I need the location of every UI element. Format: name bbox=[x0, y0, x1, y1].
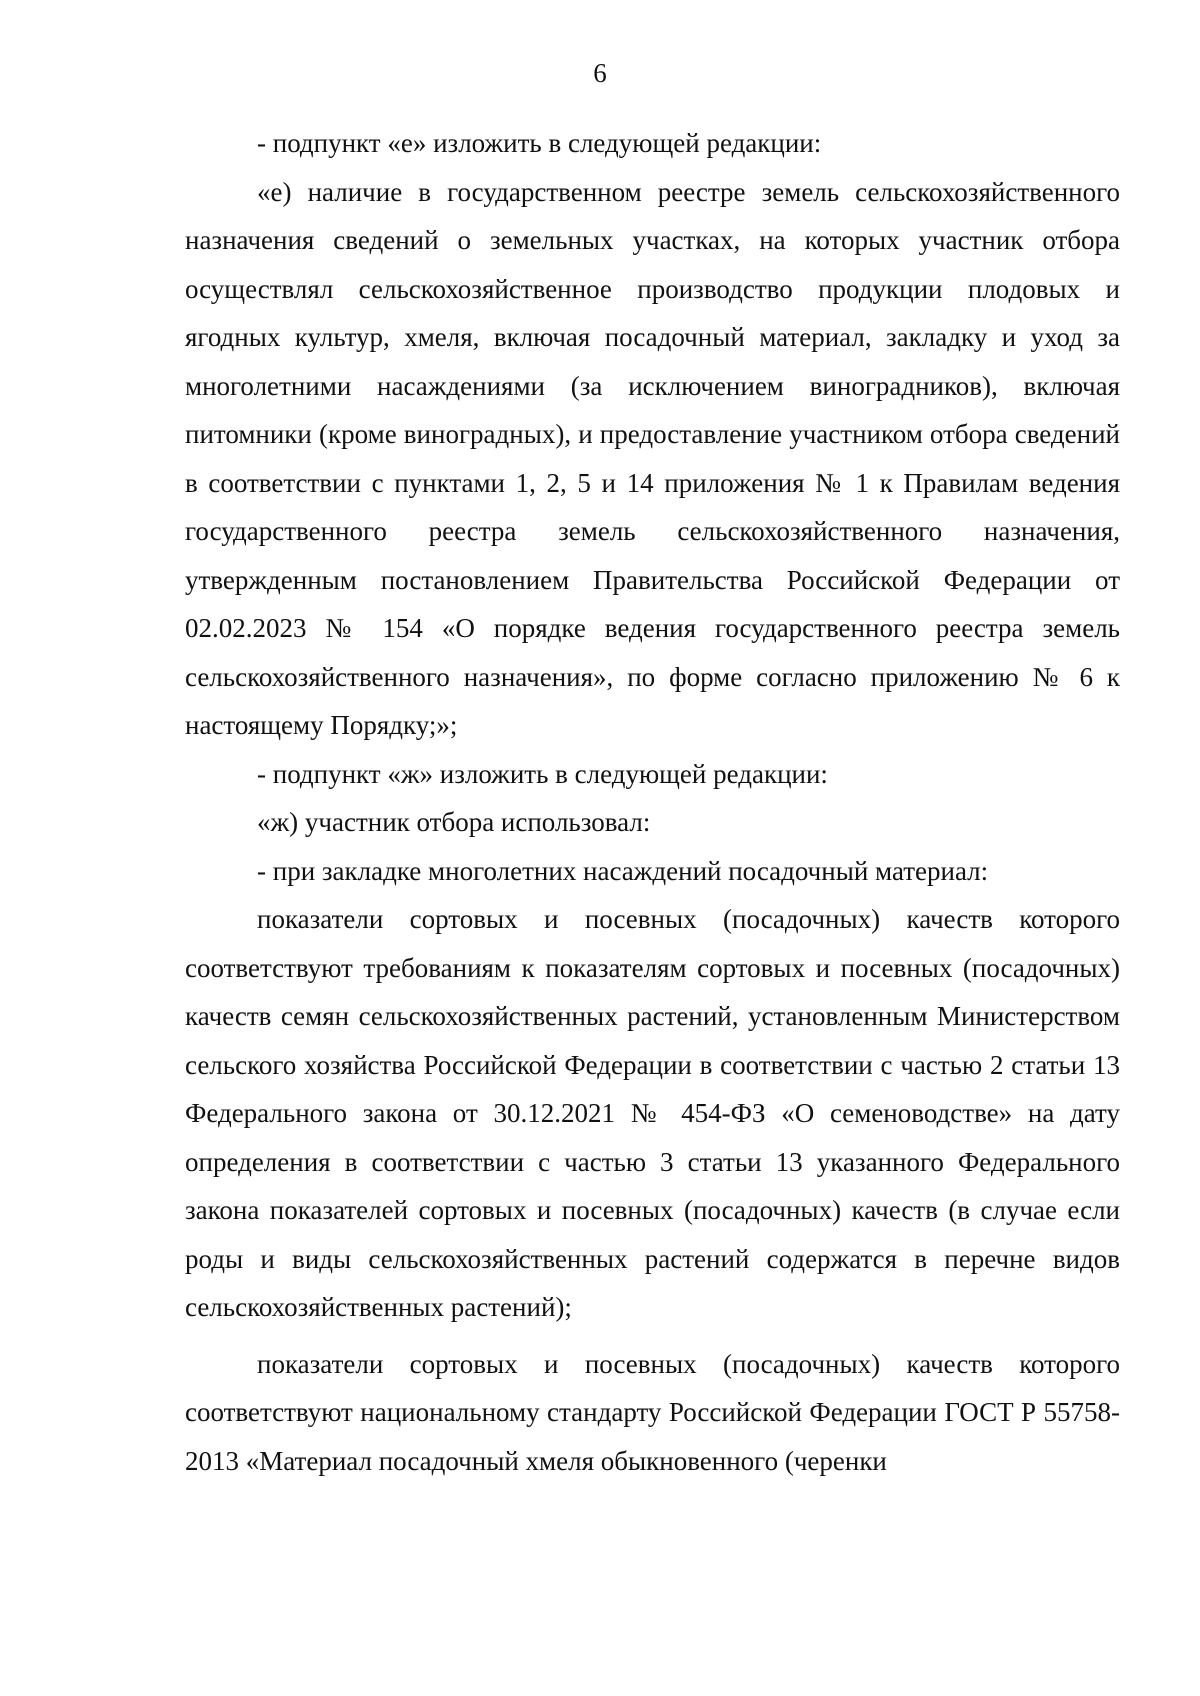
paragraph-quality-requirements: показатели сортовых и посевных (посадочных) качеств которого соответствуют требованиям к показателям сортовых и посевных (посадочных) качеств семян сельскохозяйственных растений, установленным Министерством сельского хозяйства Российской Федерации в соответствии с частью 2 статьи 13 Федерального закона от 30.12.2021 № 454-ФЗ «О семеноводстве» на дату определения в соответствии с частью 3 статьи 13 указанного Федерального закона показателей сортовых и посевных (посадочных) качеств (в случае если роды и виды сельскохозяйственных растений содержатся в перечне видов сельскохозяйственных растений); bbox=[185, 904, 1120, 1322]
page-number: 6 bbox=[593, 58, 607, 88]
paragraph-gost-standard: показатели сортовых и посевных (посадочных) качеств которого соответствуют национальному стандарту Российской Федерации ГОСТ Р 55758-2013 «Материал посадочный хмеля обыкновенного (черенки bbox=[185, 1348, 1120, 1476]
paragraph-planting-material: - при закладке многолетних насаждений посадочный материал: bbox=[257, 855, 989, 886]
document-body bbox=[185, 119, 1120, 1485]
paragraph-subitem-zh-text: «ж) участник отбора использовал: bbox=[257, 807, 651, 837]
paragraph-subitem-e-intro: - подпункт «е» изложить в следующей редакции: bbox=[257, 128, 822, 158]
paragraph-subitem-e-text: «е) наличие в государственном реестре земель сельскохозяйственного назначения сведений о земельных участках, на которых участник отбора осуществлял сельскохозяйственное производство продукции плодовых и ягодных культур, хмеля, включая посадочный материал, закладку и уход за многолетними насаждениями (за исключением виноградников), включая питомники (кроме виноградных), и предоставление участником отбора сведений в соответствии с пунктами 1, 2, 5 и 14 приложения № 1 к Правилам ведения государственного реестра земель сельскохозяйственного назначения, утвержденным постановлением Правительства Российской Федерации от 02.02.2023 № 154 «О порядке ведения государственного реестра земель сельскохозяйственного назначения», по форме согласно приложению № 6 к настоящему Порядку;»; bbox=[185, 176, 1120, 740]
paragraph-subitem-zh-intro: - подпункт «ж» изложить в следующей редакции: bbox=[257, 758, 828, 789]
